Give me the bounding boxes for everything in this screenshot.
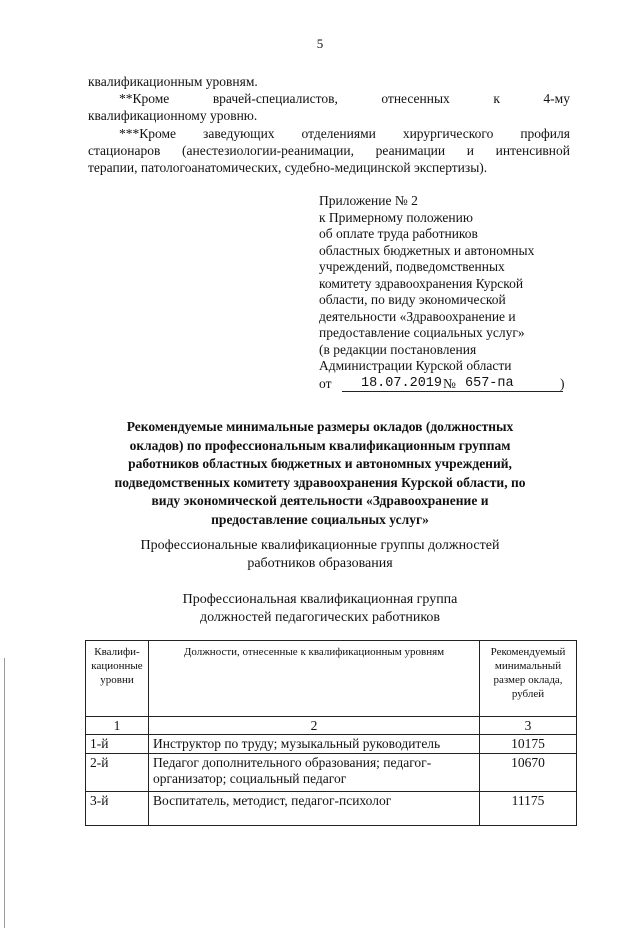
word: стационаров [88, 143, 161, 158]
cell-positions: Инструктор по труду; музыкальный руководитель [149, 735, 480, 754]
column-number: 2 [149, 717, 480, 735]
subheading-line: Профессиональные квалификационные группы должностей [140, 538, 500, 553]
footnote-3 [119, 125, 570, 142]
date-prefix: от [319, 375, 332, 391]
cell-positions: Педагог дополнительного образования; педагог- организатор; социальный педагог [149, 754, 480, 792]
margin-line [4, 658, 5, 928]
footnote-continuation: квалификационным уровням. [88, 74, 258, 89]
appendix-line: области, по виду экономической [319, 292, 506, 307]
appendix-line: об оплате труда работников [319, 226, 478, 241]
word: хирургического [402, 126, 494, 141]
footnote-2 [119, 90, 570, 107]
table-row [86, 754, 577, 792]
word: отнесенных [381, 91, 450, 106]
word: отделениями [301, 126, 376, 141]
header-levels: Квалифи- кационные уровни [86, 641, 149, 717]
appendix-line: областных бюджетных и автономных [319, 242, 535, 258]
appendix-line: предоставление социальных услуг» [319, 325, 525, 340]
appendix-block [319, 193, 584, 393]
footnote-3-line2 [88, 142, 570, 159]
appendix-line: к Примерному положению [319, 209, 473, 225]
appendix-line: комитету здравоохранения Курской [319, 275, 524, 291]
cell-salary: 11175 [480, 792, 577, 826]
footnote-3-line3: терапии, патологоанатомических, судебно-медицинской экспертизы). [88, 160, 488, 175]
title-line: Рекомендуемые минимальные размеры окладов (должностных [126, 419, 514, 434]
salary-table [85, 640, 577, 826]
cell-positions: Воспитатель, методист, педагог-психолог [149, 792, 480, 826]
word: 4-му [543, 91, 570, 106]
column-number: 3 [480, 717, 577, 735]
document-title [80, 418, 560, 529]
word: профиля [520, 126, 570, 141]
word: реанимации [375, 143, 446, 158]
word: к [493, 91, 500, 106]
column-number: 1 [86, 717, 149, 735]
header-positions: Должности, отнесенные к квалификационным уровням [149, 641, 480, 717]
word: заведующих [203, 126, 275, 141]
word: интенсивной [495, 143, 570, 158]
table-row [86, 735, 577, 754]
number-prefix: № [443, 375, 456, 391]
table-column-numbers [86, 717, 577, 735]
title-line: предоставление социальных услуг» [211, 511, 429, 527]
appendix-line: Администрации Курской области [319, 358, 512, 373]
cell-level: 1-й [86, 735, 149, 754]
appendix-line: Приложение № 2 [319, 193, 418, 208]
word: врачей-специалистов, [212, 91, 338, 106]
cell-salary: 10175 [480, 735, 577, 754]
cell-salary: 10670 [480, 754, 577, 792]
appendix-line: деятельности «Здравоохранение и [319, 308, 516, 324]
table-header-row [86, 641, 577, 717]
table-row [86, 792, 577, 826]
word: **Кроме [119, 91, 170, 106]
title-line: виду экономической деятельности «Здравоохранение и [151, 493, 489, 508]
close-paren: ) [560, 375, 565, 391]
word: ***Кроме [119, 126, 177, 141]
word: (анестезиологии-реанимации, [181, 143, 355, 158]
decree-number: 657-па [461, 376, 563, 392]
word: и [466, 143, 474, 158]
footnote-2-continuation: квалификационному уровню. [88, 108, 258, 123]
subheading-line: работников образования [247, 556, 393, 571]
cell-level: 3-й [86, 792, 149, 826]
title-line: подведомственных комитету здравоохранения Курской области, по [114, 474, 526, 490]
subheading-pedagogical [80, 591, 560, 627]
title-line: работников областных бюджетных и автономных учреждений, [128, 456, 512, 471]
appendix-line: (в редакции постановления [319, 341, 477, 357]
header-salary: Рекомендуемый минимальный размер оклада, рублей [480, 641, 577, 717]
subheading-line: Профессиональная квалификационная группа [182, 592, 458, 607]
appendix-date-line [319, 376, 584, 393]
title-line: окладов) по профессиональным квалификационным группам [129, 437, 511, 453]
decree-date: 18.07.2019 [342, 376, 461, 392]
page-number: 5 [316, 36, 324, 51]
cell-level: 2-й [86, 754, 149, 792]
appendix-line: учреждений, подведомственных [319, 259, 505, 274]
subheading-education [80, 537, 560, 573]
subheading-line: должностей педагогических работников [199, 610, 441, 625]
